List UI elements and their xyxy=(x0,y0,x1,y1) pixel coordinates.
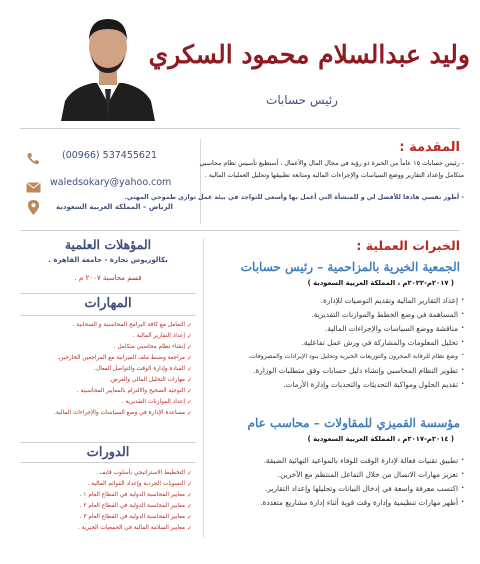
address-text: الرياض – المملكة العربية السعودية xyxy=(56,203,173,211)
courses-heading: الدورات xyxy=(86,445,130,460)
email-icon xyxy=(26,178,41,197)
location-icon xyxy=(28,200,39,219)
job-duties-list xyxy=(212,294,464,392)
course-item: ✓ معايير السلامة المالية في الجمعيات الخيرية . xyxy=(12,523,192,534)
duty-item: . وضع نظام للرقابة المخزون والتوزيعات الخيرية وتحليل بنود الإيرادات والمصروفات. xyxy=(212,350,464,364)
skill-item: ✓ مراجعة وضبط ملف الميزانية مع المراجعين الخارجين. xyxy=(12,353,192,364)
skills-bottom-line xyxy=(20,315,196,316)
course-item: ✓ التسويات الجردية وإعداد القوائم المالية . xyxy=(12,479,192,490)
duty-item: . تقديم الحلول ومواكبة التحديثات والتحديات وإدارة الأزمات. xyxy=(212,378,464,392)
job-title: رئيس حسابات xyxy=(266,93,338,107)
duty-item: . تعزيز مهارات الاتصال من خلال التفاعل المنتظم مع الآخرين. xyxy=(212,468,464,482)
job-company: الجمعية الخيرية بالمزاحمية – رئيس حسابات xyxy=(240,260,460,274)
skills-list xyxy=(12,320,192,419)
header-vertical-divider xyxy=(200,139,201,224)
email-text[interactable]: waledsokary@yahoo.com xyxy=(50,177,172,188)
job-period: ( ٢٠١٧م-٢٠٢٢م ، المملكة العربية السعودية ) xyxy=(307,279,454,287)
department-text: قسم محاسبة ٢٠٠٧ م . xyxy=(74,274,142,282)
skill-item: ✓ إنشاء نظام محاسبي متكامل . xyxy=(12,342,192,353)
duty-item: . تحليل المعلومات والمشاركة في ورش عمل تفاعلية. xyxy=(212,336,464,350)
skills-heading: المهارات xyxy=(84,296,132,311)
duty-item: . اكتسب معرفة واسعة في إدخال البيانات وتحليلها وإعداد التقارير. xyxy=(212,482,464,496)
skill-item: ✓ القيادة وإدارة الوقت والتواصل الفعال. xyxy=(12,364,192,375)
skill-item: ✓ مساعدة الإدارة في وضع السياسات والإجراءات المالية. xyxy=(12,408,192,419)
course-item: ✓ معايير المحاسبة الدولية في القطاع العام ٣ . xyxy=(12,512,192,523)
skill-item: ✓ مهارات التحليل المالي والعرض. xyxy=(12,375,192,386)
qualifications-heading: المؤهلات العلمية xyxy=(64,237,152,252)
duty-item: . المساهمة في وضع الخطط والموازنات التقديرية. xyxy=(212,308,464,322)
job-period: ( ٢٠١٤م-٢٠١٧م ، المملكة العربية السعودية ) xyxy=(307,435,454,443)
intro-line: - أطور نفسي هادفا للأفضل لي و للمنشأة التي أعمل بها وأسعى للتواجد في بيئة عمل توازي طموحي المهني. xyxy=(124,194,464,201)
courses-list xyxy=(12,468,192,534)
skill-item: ✓ إعداد الموازنات التقديرية . xyxy=(12,397,192,408)
full-name: وليد عبدالسلام محمود السكري xyxy=(148,40,470,69)
duty-item: . مناقشة ووضع السياسات والإجراءات المالية. xyxy=(212,322,464,336)
skill-item: ✓ إعداد التقارير المالية . xyxy=(12,331,192,342)
intro-body xyxy=(124,158,464,204)
experience-heading: الخبرات العملية : xyxy=(356,238,460,253)
courses-top-line xyxy=(20,442,196,443)
courses-bottom-line xyxy=(20,462,196,463)
course-item: ✓ التخطيط الاستراتيجي بأسلوب فايف . xyxy=(12,468,192,479)
duty-item: . تطوير النظام المحاسبي وإنشاء دليل حسابات وفق متطلبات الوزارة. xyxy=(212,364,464,378)
job-duties-list xyxy=(212,454,464,510)
intro-line: متكامل وإعداد التقارير ووضع السياسات والإجراءات المالية ومتابعة تطبيقها وتحليل العمليات المالية . xyxy=(204,172,464,179)
course-item: ✓ معايير المحاسبة الدولية في القطاع العام ٢ . xyxy=(12,501,192,512)
skill-item: ✓ التعامل مع كافة البرامج المحاسبية و السحابية . xyxy=(12,320,192,331)
intro-heading: المقدمة : xyxy=(399,140,460,155)
course-item: ✓ معايير المحاسبة الدولية في القطاع العام ١ . xyxy=(12,490,192,501)
intro-line: - رئيس حسابات ١٥ عاماً من الخبرة ذو رؤية في مجال المال والأعمال ، أستطيع تأسيس نظام محاسبي xyxy=(199,160,464,167)
duty-item: . إعداد التقارير المالية وتقديم التوصيات للإدارة. xyxy=(212,294,464,308)
duty-item: . أظهر مهارات تنظيمية وإدارة وقت قوية أثناء إدارة مشاريع متعددة. xyxy=(212,496,464,510)
column-divider xyxy=(203,238,204,538)
phone-icon xyxy=(26,150,40,169)
job-company: مؤسسة القميزي للمقاولات – محاسب عام xyxy=(247,416,460,430)
mid-divider xyxy=(20,230,460,231)
phone-text: (00966) 537455621 xyxy=(62,150,158,161)
degree-text: بكالوريوس تجارة - جامعة القاهرة . xyxy=(48,256,168,264)
duty-item: . تطبيق تقنيات فعالة لإدارة الوقت للوفاء بالمواعيد النهائية الضيقة. xyxy=(212,454,464,468)
top-divider xyxy=(20,128,460,129)
skill-item: ✓ التوجيه الصحيح والالتزام بالمعايير المحاسبية . xyxy=(12,386,192,397)
skills-top-line xyxy=(20,293,196,294)
profile-photo xyxy=(55,7,161,121)
